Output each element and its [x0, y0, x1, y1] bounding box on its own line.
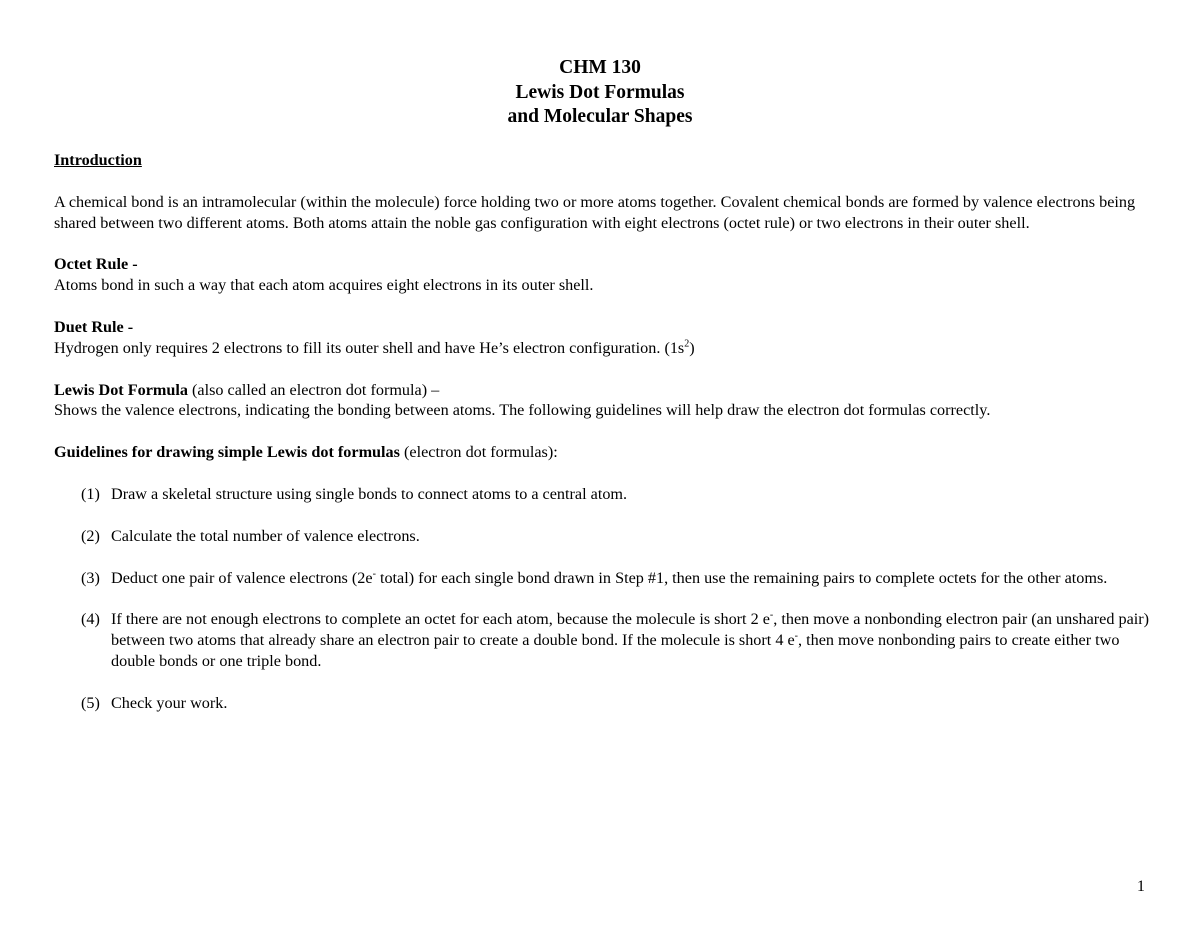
list-item: [54, 526, 1154, 547]
list-item-number: (5): [81, 693, 100, 712]
duet-rule-text: [54, 338, 1154, 359]
list-item-text: [111, 569, 1107, 587]
list-item-text: Draw a skeletal structure using single bonds to connect atoms to a central atom.: [111, 484, 628, 503]
duet-rule-superscript: 2: [684, 338, 690, 350]
title-line-2: Lewis Dot Formulas: [515, 81, 685, 103]
guidelines-heading-suffix: (electron dot formulas):: [399, 443, 558, 462]
list-item: [54, 609, 1154, 671]
list-item-text: [111, 610, 1149, 670]
course-code: CHM 130: [559, 57, 641, 78]
octet-rule-heading: Octet Rule -: [54, 255, 138, 274]
lewis-dot-formula-heading: [54, 380, 1154, 401]
duet-rule-text-main: Hydrogen only requires 2 electrons to fill its outer shell and have He’s electron configuration. (1s: [54, 338, 685, 357]
document-body: [54, 150, 1154, 735]
guidelines-heading: [54, 442, 1154, 463]
list-item-text-part: If there are not enough electrons to complete an octet for each atom, because the molecule is short 2 e: [111, 610, 770, 629]
guidelines-list: [54, 484, 1154, 714]
lewis-dot-formula-heading-suffix: (also called an electron dot formula) –: [187, 380, 440, 399]
document-title: [0, 56, 1200, 130]
title-line-3: and Molecular Shapes: [507, 106, 693, 127]
list-item-number: (3): [81, 568, 100, 587]
introduction-heading: Introduction: [54, 151, 142, 169]
list-item-number: (1): [81, 484, 100, 503]
octet-rule-text: Atoms bond in such a way that each atom acquires eight electrons in its outer shell.: [54, 276, 594, 295]
list-item-number: (2): [81, 526, 100, 545]
list-item-text-part: Deduct one pair of valence electrons (2e: [111, 568, 373, 587]
electron-charge-superscript: -: [769, 609, 774, 621]
electron-charge-superscript: -: [372, 568, 376, 580]
electron-charge-superscript: -: [794, 630, 799, 642]
page-number: 1: [1136, 877, 1145, 895]
list-item-number: (4): [81, 610, 100, 629]
list-item: [54, 568, 1154, 589]
list-item: [54, 693, 1154, 714]
lewis-dot-formula-text: Shows the valence electrons, indicating the bonding between atoms. The following guidelines will help draw the electron dot formulas correctly.: [54, 401, 991, 420]
list-item-text: Calculate the total number of valence electrons.: [111, 526, 420, 545]
list-item: [54, 484, 1154, 505]
lewis-dot-formula-heading-bold: Lewis Dot Formula: [54, 380, 188, 399]
list-item-text: Check your work.: [111, 693, 228, 712]
guidelines-heading-bold: Guidelines for drawing simple Lewis dot formulas: [54, 443, 400, 462]
list-item-text-part: , then move a nonbonding electron pair (an unshared pair) between two atoms that already share an electron pair to create a double bond. If the molecule is short 4 e: [111, 610, 1150, 650]
duet-rule-heading: Duet Rule -: [54, 317, 134, 336]
duet-rule-text-end: ): [689, 338, 695, 357]
list-item-text-part: , then move nonbonding pairs to create either two double bonds or one triple bond.: [111, 631, 1120, 670]
introduction-text: A chemical bond is an intramolecular (within the molecule) force holding two or more atoms together. Covalent chemical bonds are formed by valence electrons being shared between two different atoms. Both atoms attain the noble gas configuration with eight electrons (octet rule) or two electrons in their outer shell.: [54, 192, 1136, 232]
list-item-text-part: total) for each single bond drawn in Step #1, then use the remaining pairs to complete octets for the other atoms.: [375, 568, 1108, 587]
